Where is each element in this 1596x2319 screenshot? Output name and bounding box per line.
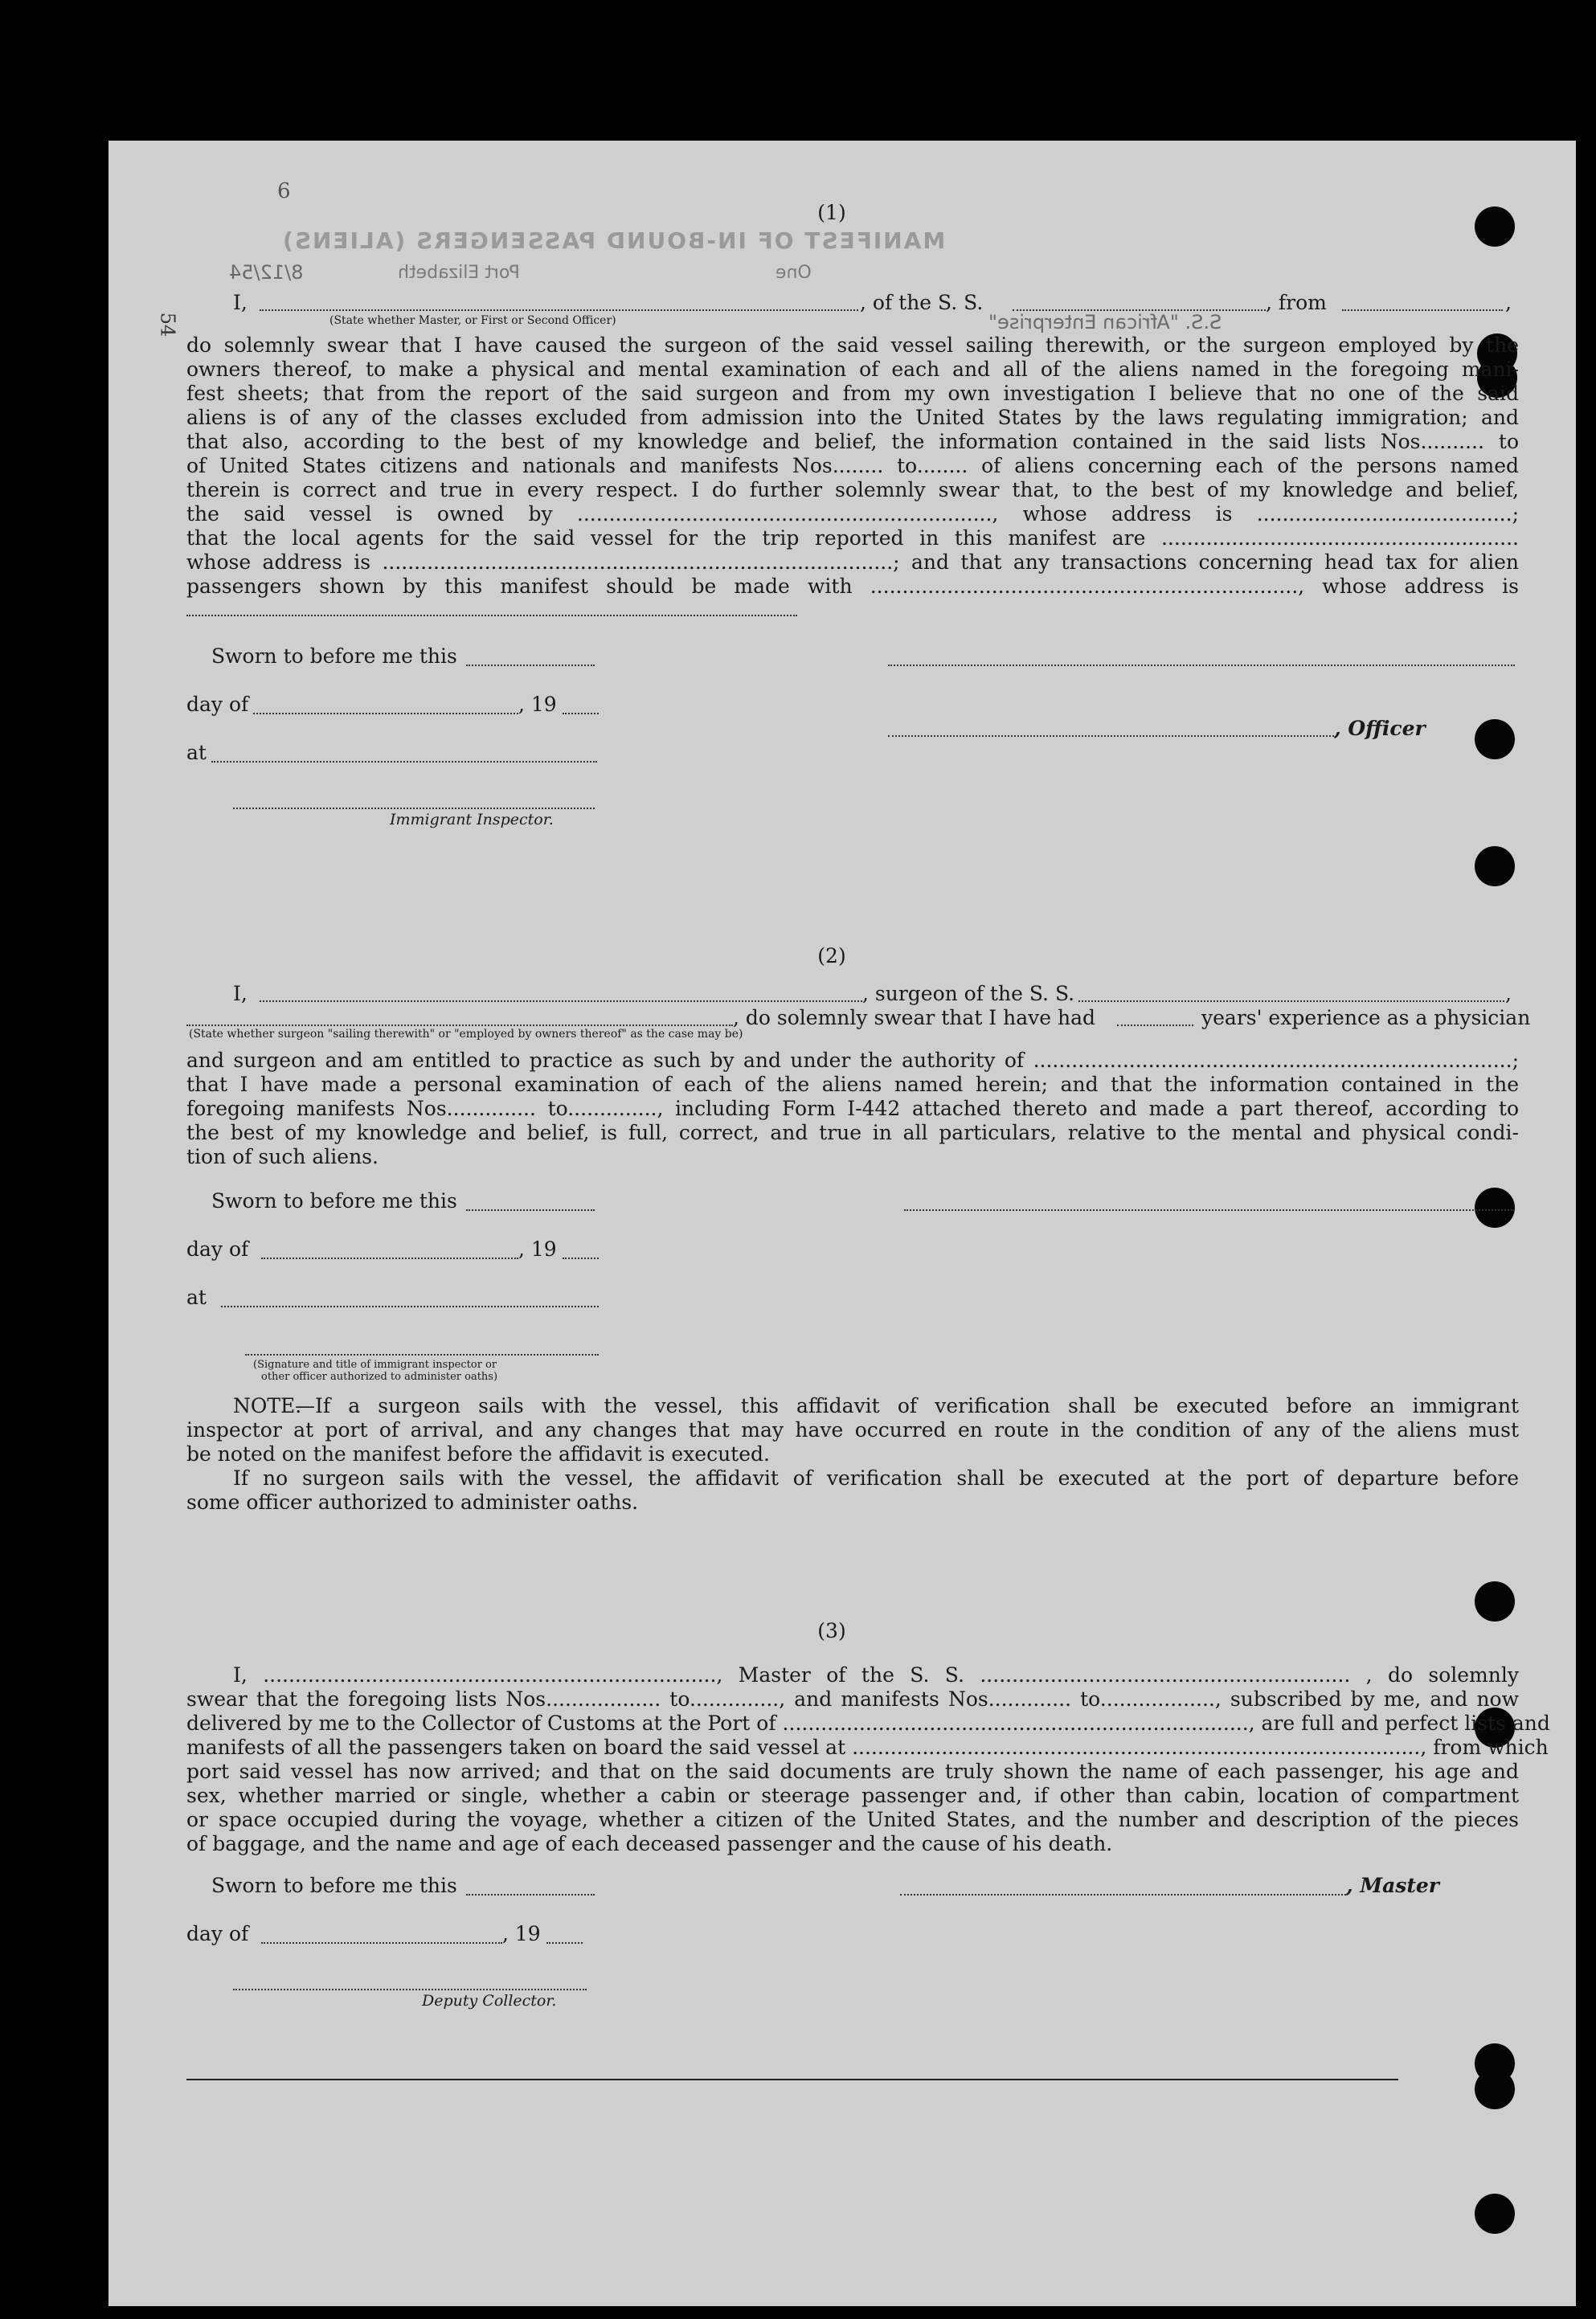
vessel-name-field[interactable]: [1013, 309, 1266, 311]
sworn-date-field[interactable]: [466, 1209, 595, 1211]
at-label: at: [186, 1286, 207, 1309]
surgeon-vessel-field[interactable]: [1078, 1000, 1504, 1002]
punch-hole: [1475, 207, 1515, 247]
declaration-line: of baggage, and the name and age of each deceased passenger and the cause of his death.: [186, 1832, 1113, 1855]
note-line: be noted on the manifest before the affidavit is executed.: [186, 1442, 770, 1466]
officer-line[interactable]: [888, 735, 1334, 737]
signature-note: (Signature and title of immigrant inspector or: [253, 1359, 497, 1371]
affidavit-line: therein is correct and true in every respect. I do further solemnly swear that, to the best of my knowledge and belief,: [186, 478, 1519, 501]
sworn-label: Sworn to before me this: [211, 644, 457, 668]
bottom-rule: [186, 2079, 1398, 2080]
declaration-line: manifests of all the passengers taken on board the said vessel at ........................................................................................., from which: [186, 1736, 1549, 1759]
note-line: inspector at port of arrival, and any changes that may have occurred en route in the condition of any of the aliens must: [186, 1418, 1519, 1442]
deputy-signature-field[interactable]: [233, 1989, 587, 1990]
line-label: , of the S. S.: [860, 291, 984, 314]
line-label: , surgeon of the S. S.: [862, 982, 1075, 1005]
officer-label: , Officer: [1334, 717, 1426, 740]
affidavit-line: whose address is ................................................................................; and that any transactions concerning head tax for alien: [186, 550, 1519, 574]
affidavit-line: that I have made a personal examination of each of the aliens named herein; and that the information contained in the: [186, 1073, 1519, 1096]
declaration-line: sex, whether married or single, whether a cabin or steerage passenger and, if other than cabin, location of compartment: [186, 1784, 1519, 1807]
inspector-label: Immigrant Inspector.: [390, 811, 554, 828]
bleed-date: 8/12/54: [229, 261, 304, 284]
punch-hole: [1475, 846, 1515, 886]
line-label: , from: [1266, 291, 1327, 314]
day-of-label: day of: [186, 1237, 249, 1261]
declaration-line: port said vessel has now arrived; and that on the said documents are truly shown the name of each passenger, his age and: [186, 1760, 1519, 1783]
year-field[interactable]: [546, 1942, 583, 1944]
signature-note: other officer authorized to administer oaths): [261, 1371, 498, 1383]
day-of-label: day of: [186, 693, 249, 716]
affidavit-line: that also, according to the best of my knowledge and belief, the information contained in the said lists Nos.......... to: [186, 430, 1519, 453]
line-label: I,: [233, 982, 248, 1005]
punch-hole: [1475, 1188, 1515, 1228]
master-name-field[interactable]: [260, 309, 858, 311]
affidavit-line: and surgeon and am entitled to practice as such by and under the authority of ...........................................................................;: [186, 1049, 1519, 1072]
role-note: (State whether Master, or First or Second Officer): [329, 314, 616, 327]
note-line: If no surgeon sails with the vessel, the affidavit of verification shall be executed at the port of departure before: [233, 1466, 1519, 1490]
deputy-label: Deputy Collector.: [422, 1992, 557, 2010]
bleed-page-number: 6: [277, 179, 291, 203]
year-label: , 19: [502, 1922, 541, 1945]
affidavit-line: that the local agents for the said vessel for the trip reported in this manifest are ........................................................: [186, 526, 1519, 550]
line-label: , do solemnly swear that I have had: [733, 1006, 1096, 1029]
master-label: , Master: [1346, 1874, 1439, 1897]
declaration-line: or space occupied during the voyage, whether a citizen of the United States, and the number and description of the pieces: [186, 1808, 1519, 1831]
at-field[interactable]: [211, 761, 597, 763]
affidavit-line: foregoing manifests Nos.............. to.............., including Form I-442 attached thereto and made a part thereof, according to: [186, 1097, 1519, 1120]
year-field[interactable]: [563, 1258, 599, 1259]
affidavit-line: owners thereof, to make a physical and mental examination of each and all of the aliens named in the foregoing mani-: [186, 358, 1519, 381]
declaration-line: swear that the foregoing lists Nos.................. to.............., and manifests Nos............. to.................., subscribed by me, and now: [186, 1687, 1519, 1711]
years-experience-field[interactable]: [1117, 1025, 1193, 1026]
punch-hole: [1475, 2069, 1515, 2109]
at-field[interactable]: [221, 1306, 599, 1307]
year-label: , 19: [518, 693, 557, 716]
sworn-label: Sworn to before me this: [211, 1189, 457, 1213]
day-of-field[interactable]: [261, 1942, 502, 1944]
punch-hole: [1475, 2194, 1515, 2234]
day-of-field[interactable]: [253, 713, 518, 714]
inspector-signature-field[interactable]: [245, 1354, 599, 1356]
affidavit-line: passengers shown by this manifest should be made with ..................................................................., whose address is: [186, 575, 1519, 598]
bleed-manifest-title: MANIFEST OF IN-BOUND PASSENGERS (ALIENS): [281, 227, 946, 254]
affidavit-line: tion of such aliens.: [186, 1145, 379, 1168]
document-sheet: [108, 141, 1576, 2306]
day-of-field[interactable]: [261, 1258, 518, 1259]
year-field[interactable]: [563, 713, 599, 714]
punch-hole: [1475, 1581, 1515, 1622]
punch-hole: [1475, 719, 1515, 759]
address-continuation-field[interactable]: [186, 615, 797, 616]
line-label: years' experience as a physician: [1201, 1006, 1531, 1029]
affidavit-line: aliens is of any of the classes excluded from admission into the United States by the laws regulating immigration; and: [186, 406, 1519, 429]
sworn-date-field[interactable]: [466, 665, 595, 666]
line-label: I,: [233, 291, 248, 314]
sworn-date-field[interactable]: [466, 1894, 595, 1896]
at-label: at: [186, 741, 207, 764]
line-label: ,: [1505, 982, 1512, 1005]
declaration-line: I, ......................................................................., Master of the S. S. .......................................................... , do solemnly: [233, 1663, 1519, 1687]
surgeon-type-field[interactable]: [186, 1025, 733, 1026]
declaration-line: delivered by me to the Collector of Customs at the Port of ........................................................................., are full and perfect lists and: [186, 1712, 1550, 1735]
margin-number: 54: [156, 312, 179, 337]
year-label: , 19: [518, 1237, 557, 1261]
surgeon-note: (State whether surgeon "sailing therewith" or "employed by owners thereof" as the case may be): [189, 1028, 743, 1041]
section-number: (3): [817, 1619, 846, 1642]
bleed-number-one: One: [775, 263, 812, 283]
surgeon-signature-field[interactable]: [904, 1209, 1515, 1211]
affidavit-line: the said vessel is owned by ................................................................., whose address is ........................................;: [186, 502, 1519, 526]
affidavit-line: of United States citizens and nationals and manifests Nos........ to........ of aliens concerning each of the persons named: [186, 454, 1519, 477]
affidavit-line: do solemnly swear that I have caused the surgeon of the said vessel sailing therewith, or the surgeon employed by the: [186, 333, 1519, 357]
from-port-field[interactable]: [1342, 309, 1503, 311]
master-signature-field[interactable]: [900, 1894, 1346, 1896]
section-number: (1): [817, 201, 846, 224]
inspector-signature-field[interactable]: [233, 808, 595, 809]
bleed-port: Port Elizabeth: [398, 263, 520, 283]
officer-signature-field[interactable]: [888, 665, 1515, 666]
note-line: some officer authorized to administer oaths.: [186, 1491, 639, 1514]
day-of-label: day of: [186, 1922, 249, 1945]
line-label: ,: [1505, 291, 1512, 314]
sworn-label: Sworn to before me this: [211, 1874, 457, 1897]
note-label: NOTE.: [233, 1394, 302, 1417]
affidavit-line: fest sheets; that from the report of the said surgeon and from my own investigation I believe that no one of the said: [186, 382, 1519, 405]
note-line: —If a surgeon sails with the vessel, this affidavit of verification shall be executed before an immigrant: [295, 1394, 1519, 1417]
surgeon-name-field[interactable]: [260, 1000, 862, 1002]
section-number: (2): [817, 944, 846, 967]
affidavit-line: the best of my knowledge and belief, is full, correct, and true in all particulars, relative to the mental and physical condi-: [186, 1121, 1519, 1144]
bleed-vessel-name: S.S. "African Enterprise": [988, 311, 1222, 333]
